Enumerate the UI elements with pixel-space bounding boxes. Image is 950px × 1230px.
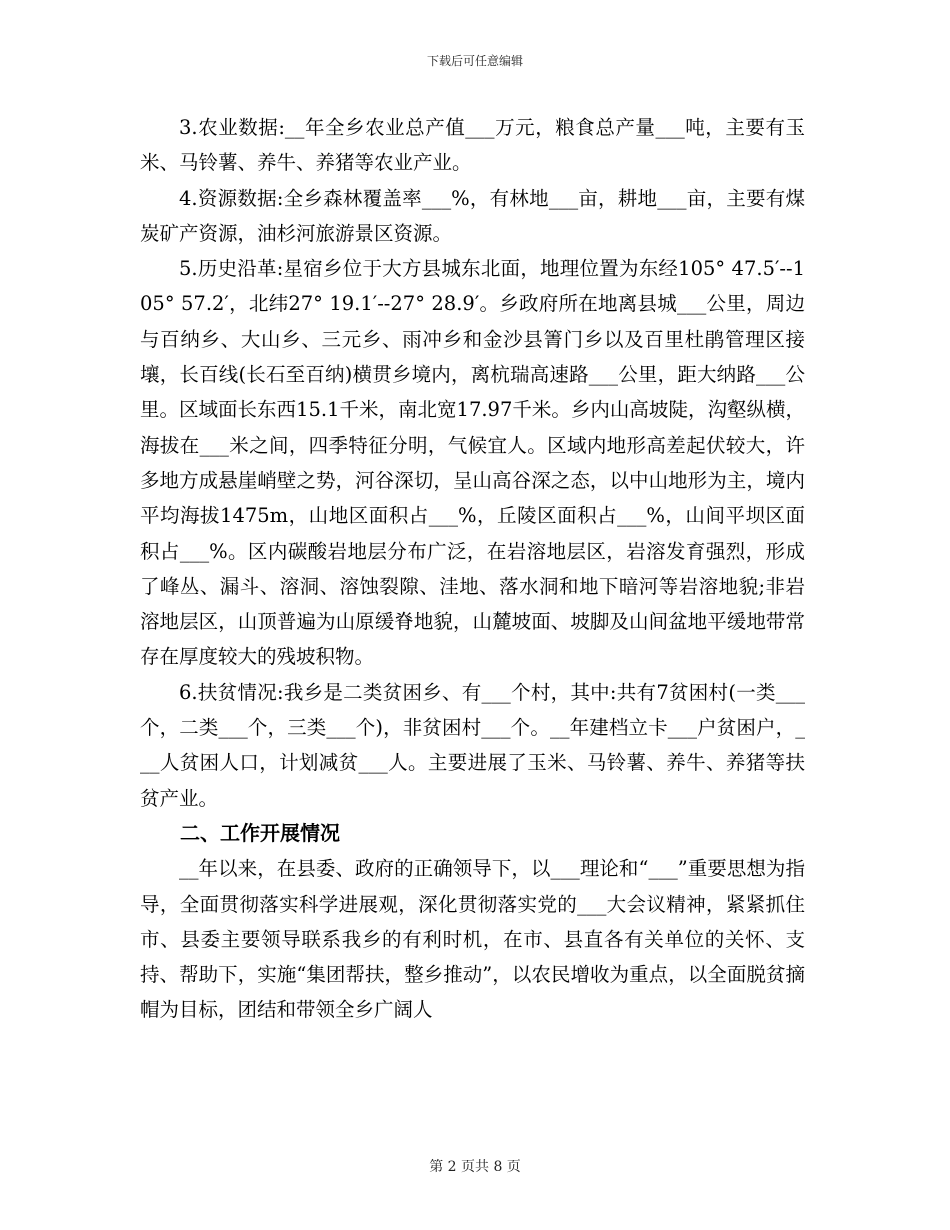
page-footer: 第 2 页共 8 页 [429,1159,521,1175]
paragraph-work-progress: __年以来，在县委、政府的正确领导下，以___理论和“___”重要思想为指导，全面贯彻落实科学进展观，深化贯彻落实党的___大会议精神，紧紧抓住市、县委主要领导联系我乡的有利时机，在市、县直各有关单位的关怀、支持、帮助下，实施“集团帮扶，整乡推动”，以农民增收为重点，以全面脱贫摘帽为目标，团结和带领全乡广阔人 [140,857,805,1022]
paragraph-history: 5.历史沿革:星宿乡位于大方县城东北面，地理位置为东经105° 47.5′--105° 57.2′，北纬27° 19.1′--27° 28.9′。乡政府所在地离县城___公里，周边与百纳乡、大山乡、三元乡、雨冲乡和金沙县箐门乡以及百里杜鹃管理区接壤，长百线(长石至百纳)横贯乡境内，离杭瑞高速路___公里，距大纳路___公里。区域面长东西15.1千米，南北宽17.97千米。乡内山高坡陡，沟壑纵横，海拔在___米之间，四季特征分明，气候宜人。区域内地形高差起伏较大，许多地方成悬崖峭壁之势，河谷深切，呈山高谷深之态，以中山地形为主，境内平均海拔1475m，山地区面积占___%，丘陵区面积占___%，山间平坝区面积占___%。区内碳酸岩地层分布广泛，在岩溶地层区，岩溶发育强烈，形成了峰丛、漏斗、溶洞、溶蚀裂隙、洼地、落水洞和地下暗河等岩溶地貌;非岩溶地层区，山顶普遍为山原缓脊地貌，山麓坡面、坡脚及山间盆地平缓地带常存在厚度较大的残坡积物。 [140,257,805,669]
document-body [140,110,805,1028]
section-heading-work-progress: 二、工作开展情况 [180,820,340,845]
page-header: 下载后可任意编辑 [426,54,523,68]
paragraph-poverty-alleviation: 6.扶贫情况:我乡是二类贫困乡、有___个村，其中:共有7贫困村(一类___个，二类___个，三类___个)，非贫困村___个。__年建档立卡___户贫困户，___人贫困人口，计划减贫___人。主要进展了玉米、马铃薯、养牛、养猪等扶贫产业。 [140,680,805,810]
paragraph-agriculture-data: 3.农业数据:__年全乡农业总产值___万元，粮食总产量___吨，主要有玉米、马铃薯、养牛、养猪等农业产业。 [140,116,805,175]
paragraph-resource-data: 4.资源数据:全乡森林覆盖率___%，有林地___亩，耕地___亩，主要有煤炭矿产资源，油杉河旅游景区资源。 [140,186,805,245]
